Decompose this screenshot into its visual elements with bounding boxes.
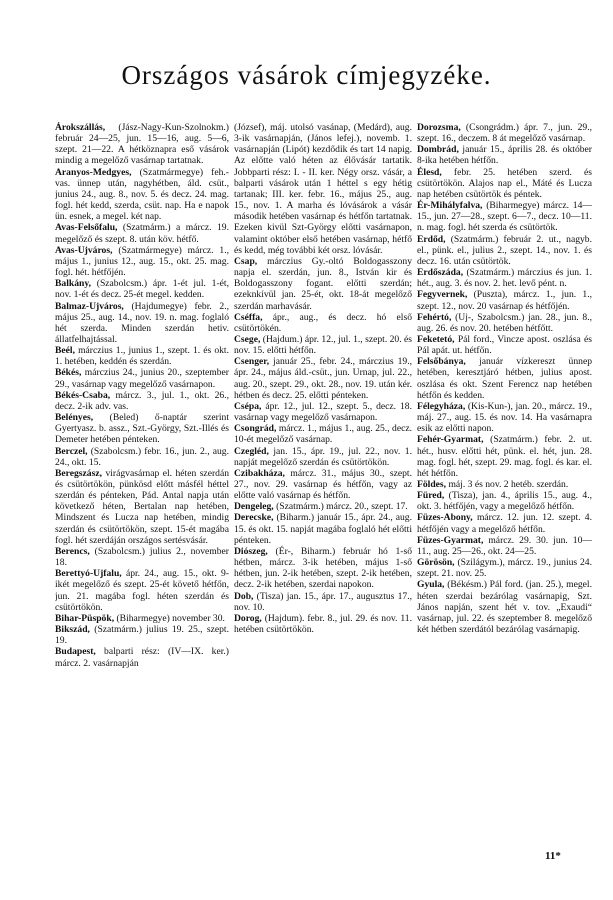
town-name: Fegyvernek, [417, 289, 468, 301]
fair-entry [234, 468, 412, 501]
fair-dates: (Beled) ő-naptár szerint Gyertyasz. b. assz., Szt.-György, Szt.-Illés és Demeter hetében pénteken. [55, 412, 229, 446]
fair-entry [55, 568, 229, 613]
town-name: Dorozsma, [417, 122, 461, 133]
fair-dates: márczius 24., junius 20., szeptember 29., vasárnap vagy megelőző vasárnapon. [55, 367, 229, 390]
town-name: Dob, [234, 590, 254, 602]
fair-dates: (Szabolcsm.) julius 2., november 18. [55, 545, 229, 569]
town-name: Fehértó, [417, 311, 452, 323]
fair-dates: ápr. 12., jul. 12., szept. 5., decz. 18. vasárnap vagy megelőző vasárnapon. [234, 400, 412, 424]
town-name: Diószeg, [234, 545, 268, 557]
fair-entry [234, 312, 412, 334]
fair-entry [55, 624, 229, 646]
fair-dates: (Szilágym.), márcz. 19., junius 24. szept. 21. nov. 25. [417, 557, 592, 580]
town-name: Balkány, [55, 278, 91, 290]
fair-dates: máj. 3 és nov. 2 hetéb. szerdán. [446, 479, 569, 490]
fair-entry [417, 234, 592, 267]
fair-dates: (Hajdum.) ápr. 12., jul. 1., szept. 20. és nov. 15. előtti hétfőn. [234, 333, 412, 357]
fair-entry [234, 122, 412, 256]
town-name: Feketetó, [417, 333, 455, 345]
fair-dates: (Biharmegye) márcz. 14—15., jun. 27—28., szept. 6—7., decz. 10—11. n. mag. fogl. hét szerda és csütörtök. [417, 200, 592, 234]
fair-entry [417, 490, 592, 512]
fair-entry [55, 446, 229, 468]
town-name: Füzes-Gyarmat, [417, 534, 484, 546]
town-name: Balmaz-Ujváros, [55, 300, 124, 312]
town-name: Berettyó-Ujfalu, [55, 568, 122, 580]
fair-dates: balparti rész: (IV—IX. ker.) márcz. 2. vasárnapján [55, 646, 229, 669]
fair-dates: (Tisza) jan. 15., ápr. 17., augusztus 17., nov. 10. [234, 590, 412, 613]
town-name: Élesd, [417, 166, 442, 178]
town-name: Avas-Felsőfalu, [55, 222, 118, 234]
fair-dates: (Kis-Kun-), jan. 20., márcz. 19., máj. 27., aug. 15. és nov. 14. Ha vasárnapra esik az előtti napon. [417, 400, 592, 435]
fair-dates: január vízkereszt ünnep hetében, keresztjáró hétben, julius apost. oszlása és okt. Szent Ferencz nap hetében hétfőn és kedden. [417, 356, 592, 401]
fair-entry [234, 501, 412, 512]
fair-entry [417, 535, 592, 557]
fair-dates: (Puszta), márcz. 1., jun. 1., szept. 12., nov. 20 vasárnap és hétfőjén. [417, 289, 592, 312]
fair-entry [417, 312, 592, 334]
fair-entry [417, 122, 592, 144]
fair-dates: febr. 25. hetében szerd. és csütörtökön. Alajos nap el., Máté és Lucza nap hetében csütörtök és péntek. [417, 166, 592, 200]
fair-dates: ápr. 24., aug. 15., okt. 9-ikét megelőző és szept. 25-ét követő hétfőn, jun. 21. magába fogl. héten szerdán és csütörtökön. [55, 568, 229, 613]
page-title: Országos vásárok címjegyzéke. [121, 60, 492, 90]
fair-entry [417, 434, 592, 479]
fair-dates: márcz. 1., május 1., aug. 25., decz. 10-ét megelőző vasárnap. [234, 423, 412, 446]
fair-dates: (Szatmármegye) feh.-vas. ünnep után, nagyhétben, áld. csüt., junius 24., aug. 8., nov. 5. és decz. 24. mag. fogl. hét kedd, szerda, csüt. nap. Ha e napok ün. esnek, a megel. két nap. [55, 166, 229, 223]
fair-entry [55, 278, 229, 300]
fair-entry [417, 579, 592, 635]
fair-dates: ápr., aug., és decz. hó első csütörtökén. [234, 311, 412, 334]
column-2 [234, 122, 412, 635]
fair-entry [417, 512, 592, 534]
town-name: Békés, [55, 367, 82, 379]
fair-dates: (Szatmárm.) márcz. 20., szept. 17. [273, 501, 408, 513]
town-name: Füred, [417, 490, 445, 502]
fair-entry [234, 613, 412, 635]
fair-entry [234, 401, 412, 423]
town-name: Cséffa, [234, 311, 263, 323]
fair-entry [234, 356, 412, 401]
town-name: Ér-Mihályfalva, [417, 200, 483, 212]
fair-dates: (Szatmárm.) julius 19. 25., szept. 19. [55, 624, 229, 647]
town-name: Erdőszáda, [417, 267, 464, 279]
fair-entry [234, 334, 412, 356]
town-name: Csépa, [234, 400, 262, 412]
town-name: Fehér-Gyarmat, [417, 434, 484, 446]
town-name: Czibakháza, [234, 467, 285, 479]
town-name: Derecske, [234, 512, 274, 524]
fair-entry [55, 122, 229, 167]
town-name: Beél, [55, 345, 75, 357]
town-name: Beregszász, [55, 467, 102, 479]
fair-entry [55, 245, 229, 278]
fair-dates: márcz. 3., jul. 1., okt. 26., decz. 2-ik adv. vas. [55, 389, 229, 412]
fair-dates: virágvasárnap el. héten szerdán és csütörtökön, pünkösd előtt másfél héttel szerdán és pénteken, Pád. Antal napja után következő héten, Bertalan nap hetében, Mindszent és Lucza nap hetében, mindig szerdán és csütörtökön, szept. 15-ét magába fogl. hét szerdáján országos sertésvásár. [55, 467, 229, 546]
fair-dates: (Szatmárm.) febr. 2. ut. hét., husv. előtti hét, pünk. el. hét, jun. 28. mag. fogl. hét, szept. 29. mag. fogl. és kar. el. hét hétfőn. [417, 434, 592, 479]
fair-entry [417, 334, 592, 356]
fair-entry [55, 613, 229, 624]
town-name: Bikszád, [55, 624, 90, 636]
town-name: Görösön, [417, 557, 455, 569]
fair-dates: (Szatmárm.) márczius és jun. 1. hét., aug. 3. és nov. 2. het. levő pént. n. [417, 267, 592, 290]
town-name: Erdőd, [417, 233, 446, 245]
fair-dates: (Uj-, Szabolcsm.) jan. 28., jun. 8., aug. 26. és nov. 20. hetében hétfőtt. [417, 311, 592, 334]
town-name: Felsőbánya, [417, 356, 466, 368]
fair-entry [55, 390, 229, 412]
fair-entry [417, 356, 592, 401]
column-1 [55, 122, 229, 669]
fair-dates: (Biharmegye) november 30. [114, 612, 225, 624]
fair-dates: (Szabolcsm.) febr. 16., jun. 2., aug. 24., okt. 15. [55, 445, 229, 468]
fair-entry [55, 301, 229, 346]
fair-entry [417, 557, 592, 579]
fair-dates: jan. 15., ápr. 19., jul. 22., nov. 1. napját megelőző szerdán és csütörtökön. [234, 445, 412, 468]
fair-dates: márczius 1., junius 1., szept. 1. és okt. 1. hetében, keddén és szerdán. [55, 345, 229, 368]
fair-entry [417, 267, 592, 289]
fair-dates: (Csongrádm.) ápr. 7., jun. 29., szept. 16., deczem. 8 át megelőző vasárnap. [417, 122, 592, 145]
fair-dates: (Hajdum). febr. 8., jul. 29. és nov. 11. hetében csütörtökön. [234, 612, 412, 636]
fair-entry [234, 546, 412, 591]
town-name: Csongrád, [234, 423, 277, 435]
town-name: Félegyháza, [417, 400, 466, 412]
fair-dates: (József), máj. utolsó vasánap, (Medárd), aug. 3-ik vasárnapján, (János lefej.), novemb. 1. vasárnapján (Lipót) kezdődik és tart 14 napig. Az előtte való héten az élővásár tartatik. Jobbparti rész: I. - II. ker. Négy orsz. vásár, a balparti vásárok után 1 héttel s egy hétig tartanak; III. ker. febr. 16., május 25., aug. 15., nov. 1. A marha és lóvásárok a vásár második hetében vasárnap és hétfőn tartatnak. Ezeken kivül Szt-György előtti vasárnapon, valamint október első hetében vasárnap, hétfő és kedd, még további két orsz. lóvásár. [234, 122, 412, 256]
fair-dates: márcz. 31., május 30., szept. 27., nov. 29. vasárnap és hétfőn, vagy az előtte való vasárnap és hétfőn. [234, 467, 412, 502]
fair-dates: január 25., febr. 24., márczius 19., ápr. 24., május áld.-csüt., jun. Urnap, jul. 22., aug. 20., szept. 29., okt. 28., nov. 19. után kér. hétben és decz. 25. előtti pénteken. [234, 356, 412, 401]
town-name: Dengeleg, [234, 501, 274, 513]
column-3 [417, 122, 592, 635]
fair-dates: (Hajdumegye) febr. 2., május 25., aug. 14., nov. 19. n. mag. foglaló hét szerda. Minden szerdán hetiv. állatfelhajtással. [55, 300, 229, 345]
town-name: Bihar-Püspök, [55, 612, 115, 624]
fair-dates: (Szatmármegye) márcz. 1., május 1., junius 12., aug. 15., okt. 25. mag. fogl. hét. hétfőjén. [55, 244, 229, 279]
town-name: Berencs, [55, 545, 90, 557]
fair-dates: (Tisza), jan. 4., április 15., aug. 4., okt. 3. hétfőjén, vagy a megelőző hétfőn. [417, 490, 592, 513]
town-name: Czegléd, [234, 445, 269, 457]
town-name: Gyula, [417, 579, 445, 591]
fair-entry [234, 423, 412, 445]
town-name: Aranyos-Medgyes, [55, 166, 132, 178]
fair-dates: (Jász-Nagy-Kun-Szolnokm.) február 24—25, jun. 15—16, aug. 5—6, szept. 21—22. A hétköznapra eső vásárok mindig a megelőző vasárnap tartatnak. [55, 122, 229, 167]
fair-entry [234, 512, 412, 545]
fair-entry [417, 401, 592, 434]
fair-entry [55, 367, 229, 389]
page-number: 11* [545, 850, 561, 862]
fair-entry [55, 468, 229, 546]
fair-entry [55, 345, 229, 367]
fair-dates: (Békésm.) Pál ford. (jan. 25.), megel. héten szerdai bezárólag vasárnapig, Szt. János napján, szent hét v. tov. „Exaudi“ vasárnap, jul. 22. és szeptember 8. megelőző két hétben szerdától bezárólag vasárnapig. [417, 579, 592, 636]
town-name: Budapest, [55, 646, 96, 658]
fair-entry [234, 256, 412, 312]
town-name: Füzes-Abony, [417, 512, 473, 524]
fair-entry [55, 546, 229, 568]
fair-entry [234, 446, 412, 468]
fair-entry [55, 222, 229, 244]
fair-dates: márcz. 12. jun. 12. szept. 4. hétfőjén vagy a megelőző hétfőn. [417, 512, 592, 535]
fair-entry [417, 200, 592, 233]
town-name: Csege, [234, 333, 261, 345]
town-name: Csenger, [234, 356, 270, 368]
fair-entry [417, 289, 592, 311]
fair-entry [55, 412, 229, 445]
town-name: Békés-Csaba, [55, 389, 111, 401]
fair-entry [417, 167, 592, 200]
fair-dates: (Biharm.) január 15., ápr. 24., aug. 15. és okt. 15. napját magába foglaló hét előtti pénteken. [234, 512, 412, 546]
town-name: Avas-Ujváros, [55, 244, 113, 256]
fair-dates: (Szabolcsm.) ápr. 1-ét jul. 1-ét, nov. 1-ét és decz. 25-ét megel. kedden. [55, 278, 229, 301]
fair-dates: (Szatmárm.) február 2. ut., nagyb. el., pünk. el., julius 2., szept. 14., nov. 1. és decz. 16. után csütörtök. [417, 233, 592, 267]
town-name: Csap, [234, 255, 258, 267]
town-name: Földes, [417, 479, 447, 490]
town-name: Dorog, [234, 612, 262, 624]
fair-dates: márczius Gy.-oltó Boldogasszony napja el. szerdán, jun. 8., István kir és Boldogasszony fogant. előtti szerdán; ezeknkívül jan. 25-ét, okt. 18-át megelőző szerdán marhavásár. [234, 255, 412, 312]
fair-dates: január 15., április 28. és október 8-ika hetében hétfőn. [417, 144, 592, 167]
town-name: Belényes, [55, 412, 94, 424]
fair-dates: (Ér-, Biharm.) február hó 1-ső hétben, márcz. 3-ik hetében, május 1-ső hétben, jun. 2-ik hetében, szept. 2-ik hetében, decz. 2-ik hetében, szerdai napokon. [234, 545, 412, 591]
town-name: Dombrád, [417, 144, 459, 156]
fair-dates: márcz. 29. 30. jun. 10—11., aug. 25—26., okt. 24—25. [417, 534, 592, 557]
fair-dates: (Szatmárm.) a márcz. 19. megelőző és szept. 8. után köv. hétfő. [55, 222, 229, 245]
town-name: Árokszállás, [55, 122, 106, 133]
fair-entry [417, 479, 592, 490]
fair-entry [417, 144, 592, 166]
fair-entry [234, 591, 412, 613]
fair-dates: Pál ford., Vincze apost. oszlása és Pál apát. ut. hétfőn. [417, 333, 592, 357]
fair-entry [55, 167, 229, 223]
town-name: Berczel, [55, 445, 88, 457]
fair-entry [55, 646, 229, 668]
